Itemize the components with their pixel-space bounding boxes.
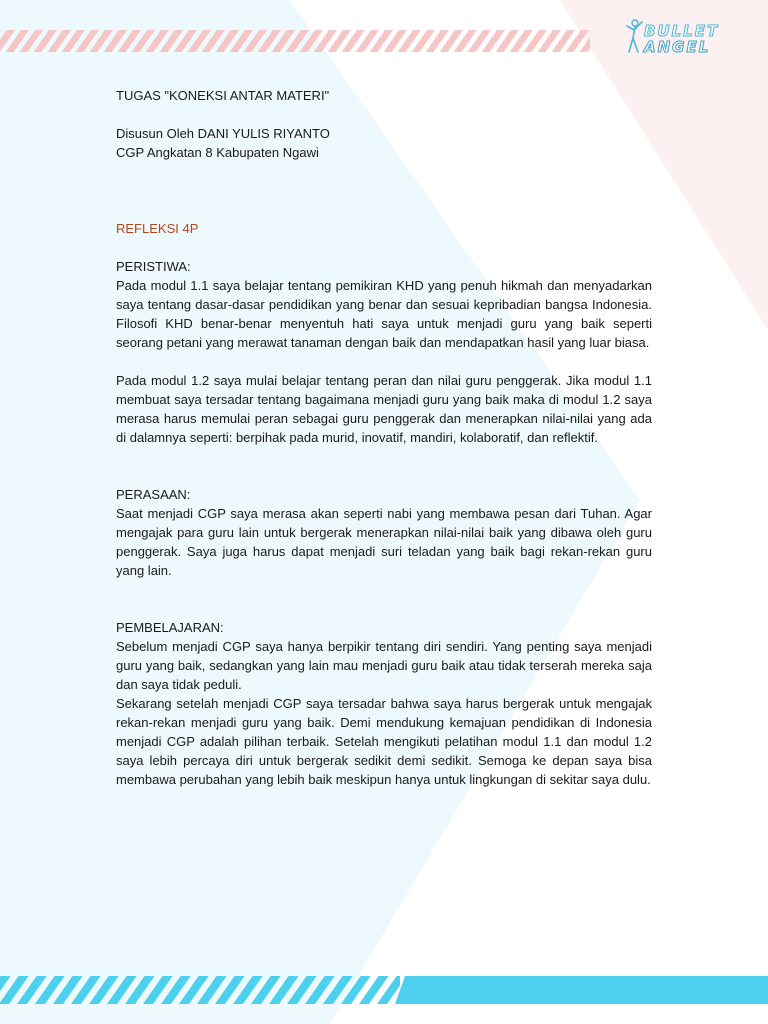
author-line: Disusun Oleh DANI YULIS RIYANTO (116, 126, 330, 141)
cohort-line: CGP Angkatan 8 Kabupaten Ngawi (116, 145, 319, 160)
pembelajaran-paragraph-2: Sekarang setelah menjadi CGP saya tersadar bahwa saya harus bergerak untuk mengajak rekan-rekan menjadi guru yang baik. Demi mendukung kemajuan pendidikan di Indonesia menjadi CGP adalah pilihan terbaik. Setelah mengikuti pelatihan modul 1.1 dan modul 1.2 saya lebih percaya diri untuk bergerak sedikit demi sedikit. Semoga ke depan saya bisa membawa perubahan yang lebih baik meskipun hanya untuk lingkungan di sekitar saya dulu. (116, 696, 652, 787)
perasaan-paragraph-1: Saat menjadi CGP saya merasa akan seperti nabi yang membawa pesan dari Tuhan. Agar mengajak para guru lain untuk bergerak menerapkan nilai-nilai baik yang dibawa oleh guru penggerak. Saya juga harus dapat menjadi suri teladan yang baik bagi rekan-rekan guru yang lain. (116, 506, 652, 578)
peristiwa-paragraph-2: Pada modul 1.2 saya mulai belajar tentang peran dan nilai guru penggerak. Jika modul 1.1 membuat saya tersadar tentang bagaimana menjadi guru yang baik maka di modul 1.2 saya merasa harus memulai peran sebagai guru penggerak dan menerapkan nilai-nilai yang ada di dalamnya seperti: berpihak pada murid, inovatif, mandiri, kolaboratif, dan reflektif. (116, 373, 652, 445)
peristiwa-heading: PERISTIWA: (116, 259, 191, 274)
logo-wordmark-line1: BULLET (644, 22, 720, 40)
logo-wordmark-line2: ANGEL (644, 38, 711, 56)
athlete-figure-icon (624, 18, 646, 58)
top-stripe-band (0, 30, 590, 52)
pembelajaran-heading: PEMBELAJARAN: (116, 620, 224, 635)
bottom-stripe-band (0, 976, 400, 1004)
perasaan-heading: PERASAAN: (116, 487, 191, 502)
section-heading: REFLEKSI 4P (116, 221, 199, 236)
pembelajaran-paragraph-1: Sebelum menjadi CGP saya hanya berpikir tentang diri sendiri. Yang penting saya menjadi guru yang baik, sedangkan yang lain mau menjadi guru baik atau tidak terserah mereka saja dan saya tidak peduli. (116, 639, 652, 692)
bottom-solid-band (395, 976, 768, 1004)
document-title: TUGAS "KONEKSI ANTAR MATERI" (116, 88, 330, 103)
brand-logo (624, 18, 736, 60)
peristiwa-paragraph-1: Pada modul 1.1 saya belajar tentang pemikiran KHD yang penuh hikmah dan menyadarkan saya tentang dasar-dasar pendidikan yang benar dan sesuai kepribadian bangsa Indonesia. Filosofi KHD benar-benar menyentuh hati saya untuk menjadi guru yang baik seperti seorang petani yang merawat tanaman dengan baik dan mendapatkan hasil yang luar biasa. (116, 278, 652, 350)
document-body (116, 86, 652, 789)
